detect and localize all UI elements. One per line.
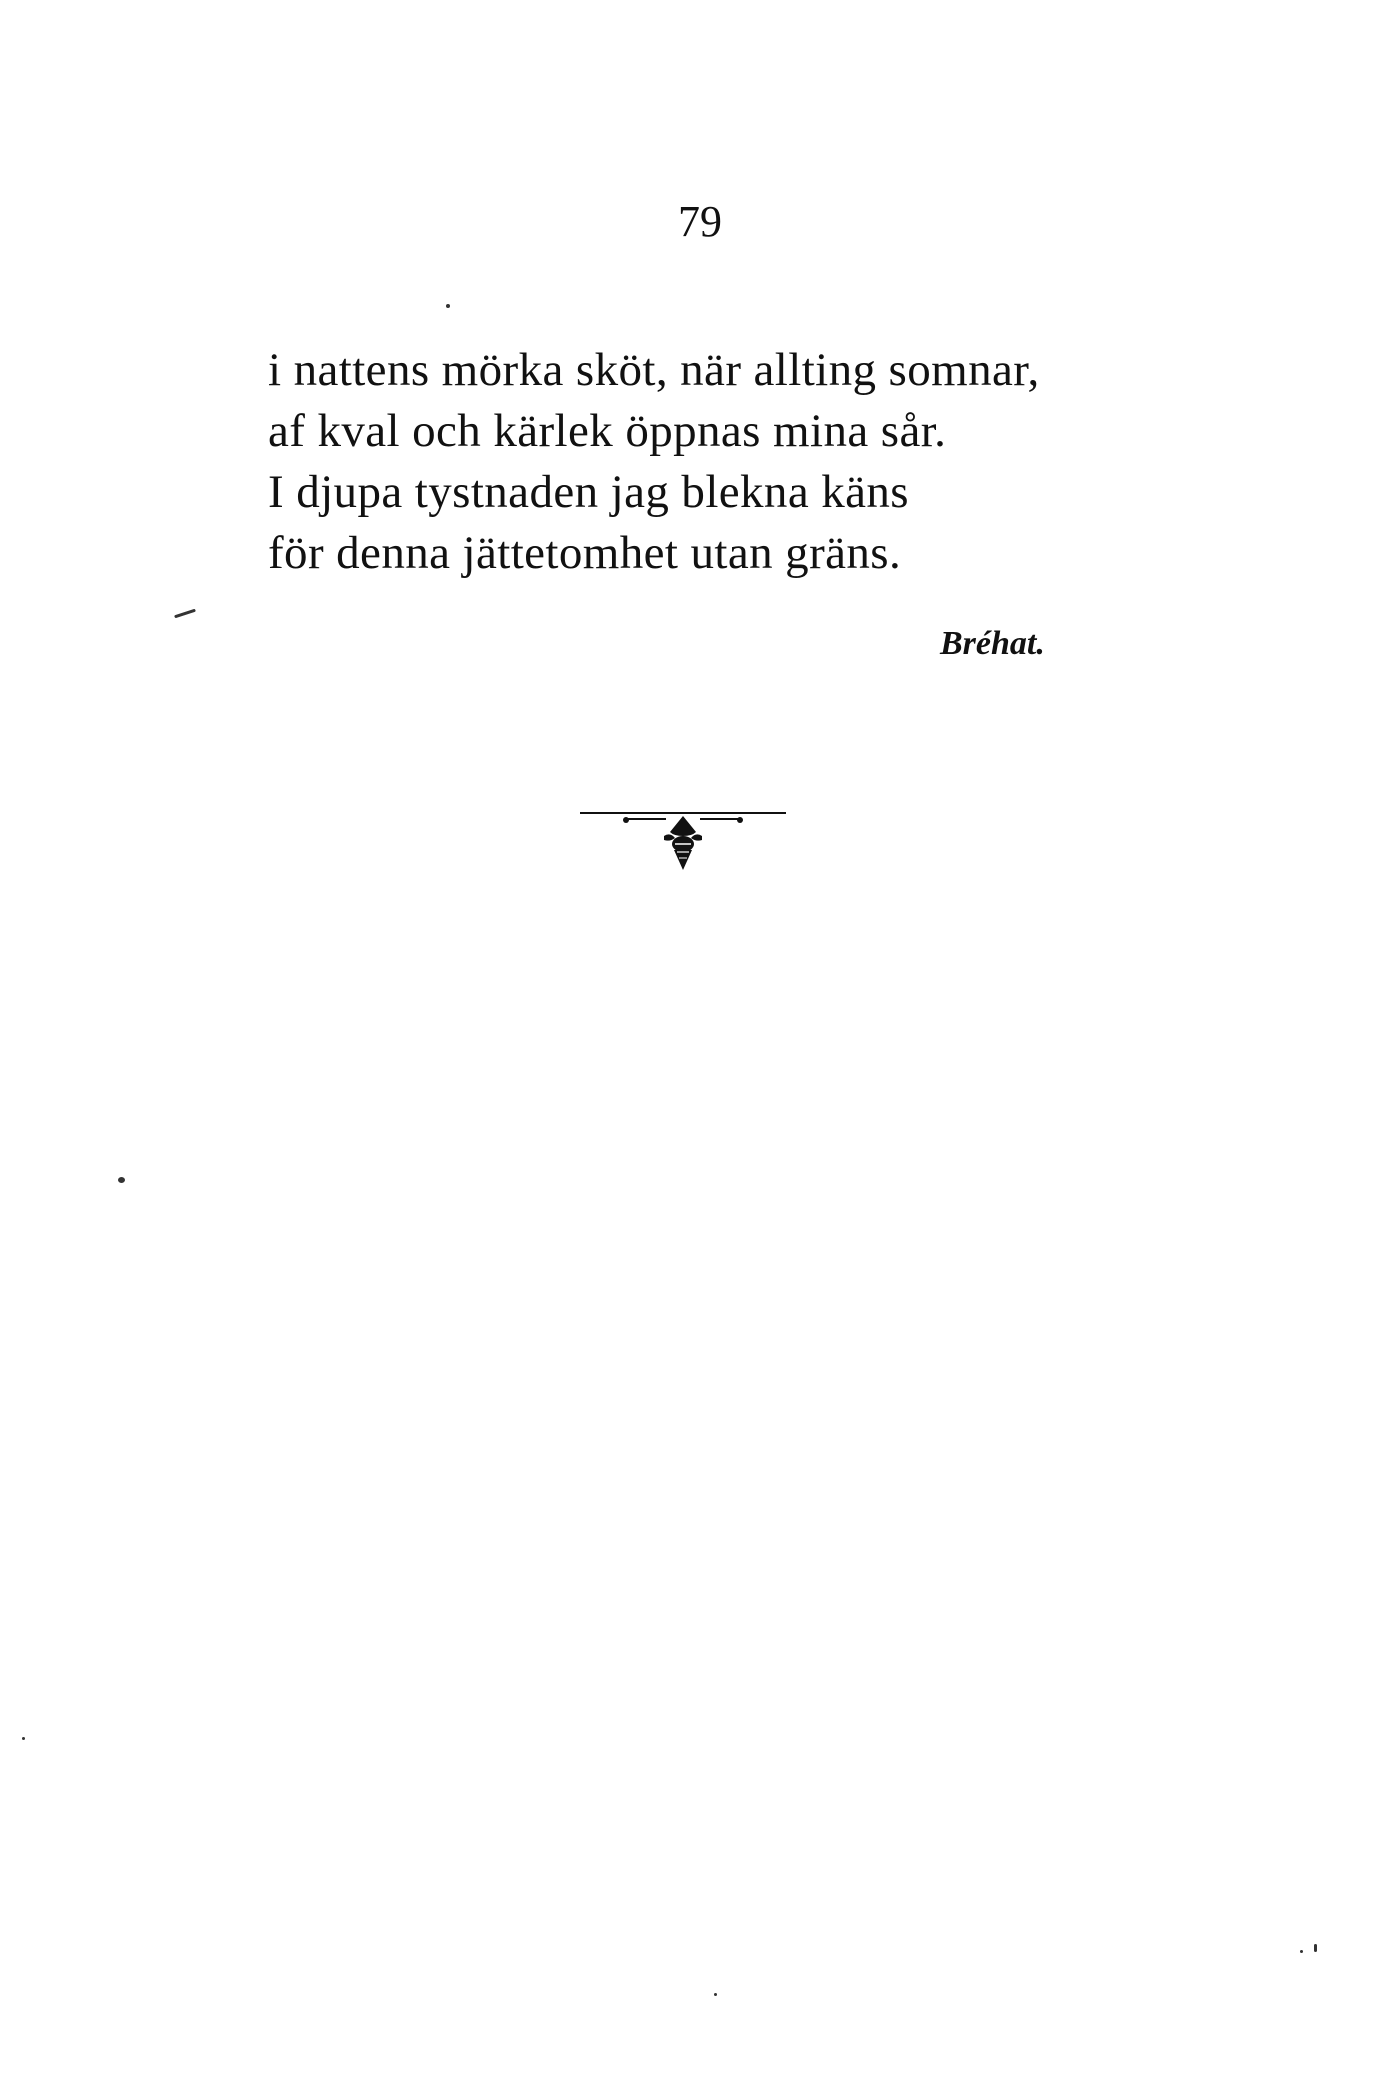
scan-speck — [1314, 1944, 1317, 1952]
scan-speck — [22, 1737, 25, 1740]
tailpiece-ornament-icon — [578, 808, 788, 888]
poem-line-4: för denna jättetomhet utan gräns. — [268, 527, 902, 579]
scan-speck — [118, 1177, 125, 1183]
poem-line-1: i nattens mörka sköt, när allting somnar, — [268, 344, 1040, 396]
scan-speck — [174, 609, 196, 619]
scan-speck — [446, 304, 450, 308]
poem-line-3: I djupa tystnaden jag blekna käns — [268, 466, 909, 518]
scan-speck — [1300, 1950, 1303, 1953]
poem-line-2: af kval och kärlek öppnas mina sår. — [268, 405, 947, 457]
scan-speck — [714, 1993, 717, 1996]
poem-stanza — [268, 340, 1268, 584]
page-number: 79 — [678, 197, 722, 246]
place-signature: Bréhat. — [940, 625, 1045, 662]
